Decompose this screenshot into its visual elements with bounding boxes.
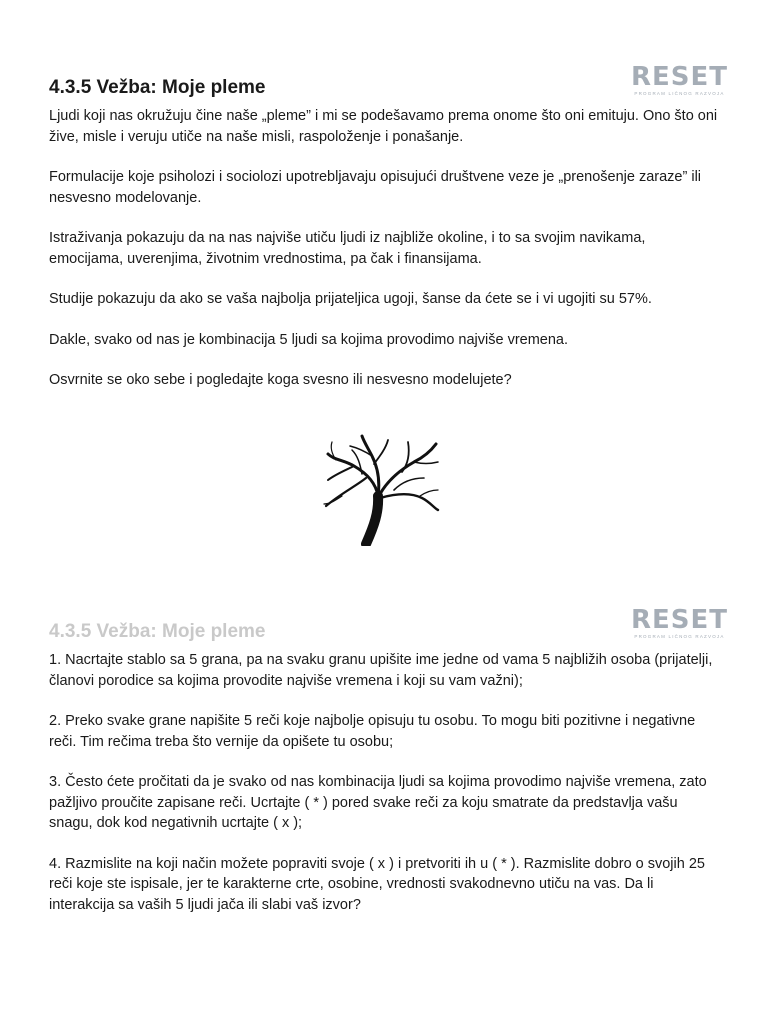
heading-prefix: 4.3.5 Vežba: (49, 621, 163, 642)
paragraph: Ljudi koji nas okružuju čine naše „pleme” i mi se podešavamo prema onome što oni emituju. Ono što oni žive, misle i veruju utiče na naše misli, raspoloženje i ponašanje. (49, 108, 718, 145)
paragraph: Istraživanja pokazuju da na nas najviše utiču ljudi iz najbliže okoline, i to sa svojim navikama, emocijama, uverenjima, životnim vrednostima, pa čak i finansijama. (49, 230, 646, 267)
instruction-step: 4. Razmislite na koji način možete popraviti svoje ( x ) i pretvoriti ih u ( * ). Razmislite dobro o svojih 25 reči koje ste ispisale, jer te karakterne crte, osobine, vrednosti svakodnevno utiču na vas. Da li interakcija sa vaših 5 ljudi jača ili slabi vaš izvor? (49, 855, 705, 913)
tree-illustration (322, 434, 440, 546)
paragraph: Osvrnite se oko sebe i pogledajte koga svesno ili nesvesno modelujete? (49, 372, 512, 388)
logo-word: RESET (630, 62, 728, 92)
paragraph: Studije pokazuju da ako se vaša najbolja prijateljica ugoji, šanse da ćete se i vi ugojiti su 57%. (49, 291, 652, 307)
logo-tagline: PROGRAM LIČNOG RAZVOJA (634, 634, 725, 639)
heading-prefix: 4.3.5 Vežba: (49, 77, 163, 98)
section-heading (49, 620, 719, 644)
heading-title: Moje pleme (162, 77, 266, 98)
paragraph: Formulacije koje psiholozi i sociolozi upotrebljavaju opisujući društvene veze je „prenošenje zaraze” ili nesvesno modelovanje. (49, 169, 702, 206)
instruction-step: 2. Preko svake grane napišite 5 reči koje najbolje opisuju tu osobu. To mogu biti pozitivne i negativne reči. Tim rečima treba što vernije da opišete tu osobu; (49, 713, 696, 750)
section-intro (49, 76, 719, 411)
section-exercise (49, 620, 719, 935)
section-heading (49, 76, 719, 100)
instruction-step: 3. Često ćete pročitati da je svako od nas kombinacija ljudi sa kojima provodimo najviše vremena, zato pažljivo proučite zapisane reči. Ucrtajte ( * ) pored svake reči za koju smatrate da predstavlja vašu snagu, dok kod negativnih ucrtajte ( x ); (49, 774, 707, 831)
logo-word: RESET (630, 605, 728, 635)
heading-title: Moje pleme (162, 621, 266, 642)
instruction-step: 1. Nacrtajte stablo sa 5 grana, pa na svaku granu upišite ime jedne od vama 5 najbližih osoba (prijatelji, članovi porodice sa kojima provodite najviše vremena i koji su vam važni); (49, 652, 713, 689)
logo-tagline: PROGRAM LIČNOG RAZVOJA (634, 91, 725, 96)
paragraph: Dakle, svako od nas je kombinacija 5 ljudi sa kojima provodimo najviše vremena. (49, 331, 569, 348)
